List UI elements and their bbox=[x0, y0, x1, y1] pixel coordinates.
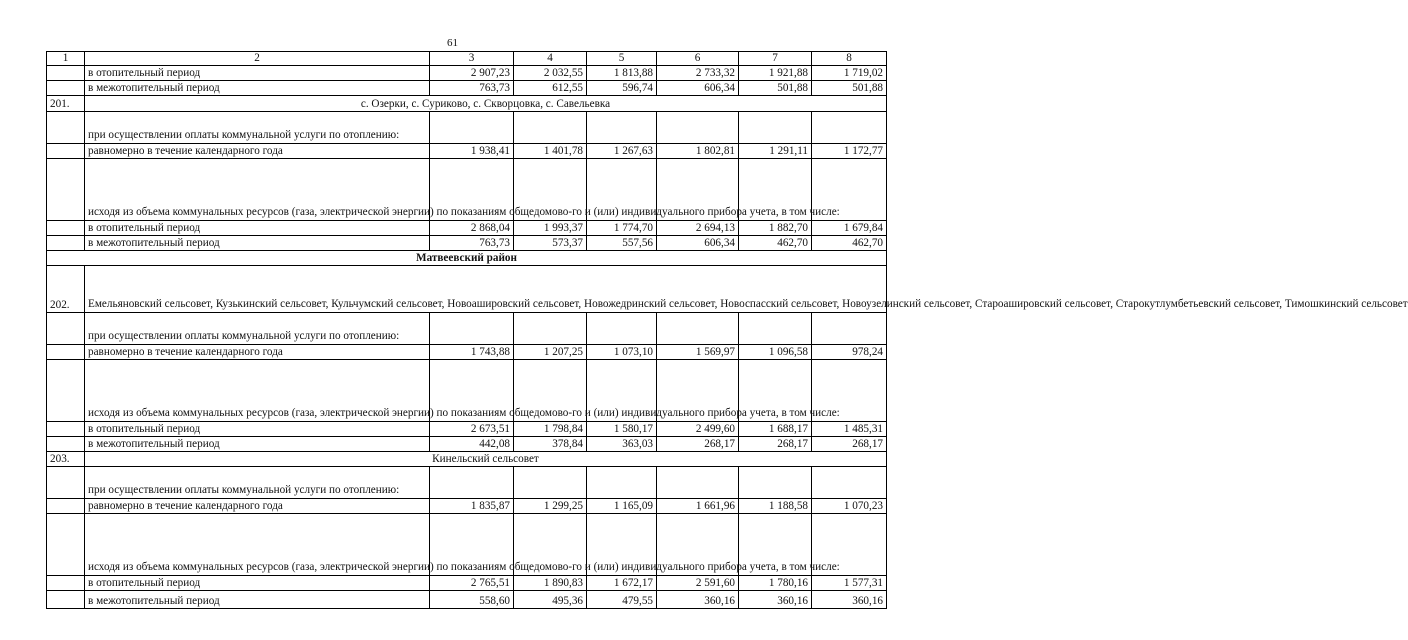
table-row bbox=[47, 221, 887, 236]
settlement-names: с. Озерки, с. Суриково, с. Скворцовка, с. Савельевка bbox=[85, 96, 887, 112]
table-row bbox=[47, 576, 887, 591]
row-label: в межотопительный период bbox=[85, 437, 430, 452]
value-cell: 360,16 bbox=[812, 591, 887, 609]
section-number: 202. bbox=[47, 266, 85, 313]
value-cell: 479,55 bbox=[587, 591, 657, 609]
value-cell: 1 073,10 bbox=[587, 345, 657, 360]
value-cell: 2 673,51 bbox=[430, 422, 514, 437]
value-cell: 1 291,11 bbox=[739, 144, 812, 159]
row-label: в отопительный период bbox=[85, 576, 430, 591]
row-label: исходя из объема коммунальных ресурсов (газа, электрической энергии) по показаниям общедомово-го и (или) индивидуального прибора учета, в том числе: bbox=[85, 514, 430, 576]
value-cell: 2 499,60 bbox=[657, 422, 739, 437]
table-row bbox=[47, 360, 887, 422]
value-cell: 1 835,87 bbox=[430, 499, 514, 514]
row-label: в межотопительный период bbox=[85, 591, 430, 609]
row-label: равномерно в течение календарного года bbox=[85, 144, 430, 159]
value-cell: 2 694,13 bbox=[657, 221, 739, 236]
value-cell: 763,73 bbox=[430, 81, 514, 96]
table-row bbox=[47, 437, 887, 452]
row-label: в межотопительный период bbox=[85, 81, 430, 96]
row-label: в межотопительный период bbox=[85, 236, 430, 251]
value-cell: 1 890,83 bbox=[514, 576, 587, 591]
value-cell: 1 172,77 bbox=[812, 144, 887, 159]
value-cell: 1 580,17 bbox=[587, 422, 657, 437]
value-cell: 1 661,96 bbox=[657, 499, 739, 514]
value-cell: 606,34 bbox=[657, 81, 739, 96]
value-cell: 2 765,51 bbox=[430, 576, 514, 591]
value-cell: 606,34 bbox=[657, 236, 739, 251]
row-label: при осуществлении оплаты коммунальной услуги по отоплению: bbox=[85, 467, 430, 499]
value-cell: 1 774,70 bbox=[587, 221, 657, 236]
value-cell: 1 993,37 bbox=[514, 221, 587, 236]
value-cell: 1 165,09 bbox=[587, 499, 657, 514]
table-row bbox=[47, 144, 887, 159]
row-label: при осуществлении оплаты коммунальной услуги по отоплению: bbox=[85, 112, 430, 144]
value-cell: 558,60 bbox=[430, 591, 514, 609]
section-header-row bbox=[47, 266, 887, 313]
value-cell: 462,70 bbox=[812, 236, 887, 251]
district-row bbox=[47, 251, 887, 266]
value-cell: 1 719,02 bbox=[812, 66, 887, 81]
row-label: исходя из объема коммунальных ресурсов (газа, электрической энергии) по показаниям общедомово-го и (или) индивидуального прибора учета, в том числе: bbox=[85, 360, 430, 422]
value-cell: 2 868,04 bbox=[430, 221, 514, 236]
page-number: 61 bbox=[447, 37, 458, 49]
value-cell: 1 672,17 bbox=[587, 576, 657, 591]
value-cell: 442,08 bbox=[430, 437, 514, 452]
value-cell: 268,17 bbox=[739, 437, 812, 452]
row-label: равномерно в течение календарного года bbox=[85, 499, 430, 514]
row-label: в отопительный период bbox=[85, 221, 430, 236]
value-cell: 596,74 bbox=[587, 81, 657, 96]
value-cell: 1 299,25 bbox=[514, 499, 587, 514]
value-cell: 763,73 bbox=[430, 236, 514, 251]
value-cell: 360,16 bbox=[739, 591, 812, 609]
section-number: 201. bbox=[47, 96, 85, 112]
value-cell: 1 070,23 bbox=[812, 499, 887, 514]
col-number: 8 bbox=[812, 52, 887, 66]
value-cell: 378,84 bbox=[514, 437, 587, 452]
district-title: Матвеевский район bbox=[47, 251, 887, 266]
value-cell: 978,24 bbox=[812, 345, 887, 360]
table-row bbox=[47, 514, 887, 576]
table-row bbox=[47, 591, 887, 609]
value-cell: 501,88 bbox=[739, 81, 812, 96]
value-cell: 1 267,63 bbox=[587, 144, 657, 159]
row-label: в отопительный период bbox=[85, 422, 430, 437]
value-cell: 1 882,70 bbox=[739, 221, 812, 236]
table-row bbox=[47, 236, 887, 251]
value-cell: 1 401,78 bbox=[514, 144, 587, 159]
table-row bbox=[47, 467, 887, 499]
column-number-row bbox=[47, 52, 887, 66]
value-cell: 360,16 bbox=[657, 591, 739, 609]
table-row bbox=[47, 313, 887, 345]
value-cell: 1 485,31 bbox=[812, 422, 887, 437]
value-cell: 557,56 bbox=[587, 236, 657, 251]
value-cell: 2 907,23 bbox=[430, 66, 514, 81]
value-cell: 1 938,41 bbox=[430, 144, 514, 159]
value-cell: 1 207,25 bbox=[514, 345, 587, 360]
value-cell: 1 921,88 bbox=[739, 66, 812, 81]
settlement-names: Кинельский сельсовет bbox=[85, 452, 887, 467]
value-cell: 268,17 bbox=[812, 437, 887, 452]
table-row bbox=[47, 422, 887, 437]
col-number: 6 bbox=[657, 52, 739, 66]
value-cell: 1 813,88 bbox=[587, 66, 657, 81]
col-number: 3 bbox=[430, 52, 514, 66]
value-cell: 268,17 bbox=[657, 437, 739, 452]
table-row bbox=[47, 345, 887, 360]
value-cell: 1 577,31 bbox=[812, 576, 887, 591]
value-cell: 1 743,88 bbox=[430, 345, 514, 360]
row-label: в отопительный период bbox=[85, 66, 430, 81]
row-label: исходя из объема коммунальных ресурсов (газа, электрической энергии) по показаниям общедомово-го и (или) индивидуального прибора учета, в том числе: bbox=[85, 159, 430, 221]
value-cell: 495,36 bbox=[514, 591, 587, 609]
value-cell: 573,37 bbox=[514, 236, 587, 251]
value-cell: 462,70 bbox=[739, 236, 812, 251]
value-cell: 1 780,16 bbox=[739, 576, 812, 591]
value-cell: 1 096,58 bbox=[739, 345, 812, 360]
table-row bbox=[47, 499, 887, 514]
value-cell: 1 188,58 bbox=[739, 499, 812, 514]
table-row bbox=[47, 112, 887, 144]
col-number: 5 bbox=[587, 52, 657, 66]
value-cell: 1 688,17 bbox=[739, 422, 812, 437]
value-cell: 363,03 bbox=[587, 437, 657, 452]
row-label: равномерно в течение календарного года bbox=[85, 345, 430, 360]
value-cell: 1 679,84 bbox=[812, 221, 887, 236]
value-cell: 501,88 bbox=[812, 81, 887, 96]
value-cell: 1 798,84 bbox=[514, 422, 587, 437]
value-cell: 2 032,55 bbox=[514, 66, 587, 81]
col-number: 1 bbox=[47, 52, 85, 66]
table-row bbox=[47, 159, 887, 221]
table-row bbox=[47, 66, 887, 81]
table-row bbox=[47, 81, 887, 96]
col-number: 7 bbox=[739, 52, 812, 66]
value-cell: 2 591,60 bbox=[657, 576, 739, 591]
value-cell: 2 733,32 bbox=[657, 66, 739, 81]
row-label: при осуществлении оплаты коммунальной услуги по отоплению: bbox=[85, 313, 430, 345]
col-number: 2 bbox=[85, 52, 430, 66]
value-cell: 1 569,97 bbox=[657, 345, 739, 360]
value-cell: 612,55 bbox=[514, 81, 587, 96]
tariff-table bbox=[46, 51, 1408, 609]
section-header-row bbox=[47, 96, 887, 112]
section-header-row bbox=[47, 452, 887, 467]
col-number: 4 bbox=[514, 52, 587, 66]
value-cell: 1 802,81 bbox=[657, 144, 739, 159]
settlement-names: Емельяновский сельсовет, Кузькинский сельсовет, Кульчумский сельсовет, Новоашировский сельсовет, Новожедринский сельсовет, Новоспасский сельсовет, Новоузелинский сельсовет, Староашировский сельсовет, Старокутлумбетьевский сельсовет, Тимошкинский сельсовет bbox=[85, 266, 887, 313]
section-number: 203. bbox=[47, 452, 85, 467]
